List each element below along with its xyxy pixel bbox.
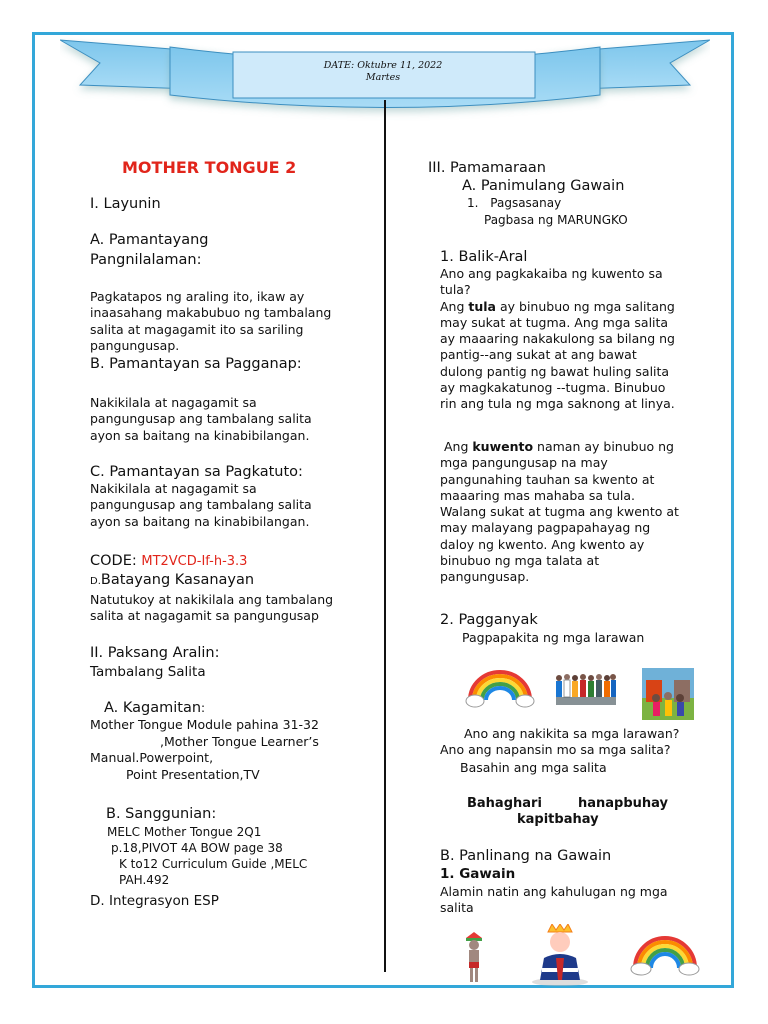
pamantayang-heading-1: A. Pamantayang — [90, 232, 209, 248]
text-line: Alamin natin ang kahulugan ng mga — [440, 884, 668, 899]
column-divider — [384, 100, 386, 972]
pagganyak-text: Pagpapakita ng mga larawan — [462, 630, 645, 645]
text-line: binubuo ng mga talata at — [440, 553, 600, 569]
batayang-label: Batayang Kasanayan — [100, 572, 255, 588]
pagganap-heading: B. Pamantayan sa Pagganap: — [90, 356, 302, 372]
word-bahaghari: Bahaghari — [467, 796, 542, 811]
pagganyak-heading: 2. Pagganyak — [440, 612, 538, 628]
text-line: daloy ng kwento. Ang kwento ay — [440, 536, 645, 552]
pagkatuto-heading: C. Pamantayan sa Pagkatuto: — [90, 464, 303, 480]
pamantayang-heading-2: Pangnilalaman: — [90, 252, 202, 268]
text-line: Manual.Powerpoint, — [90, 750, 214, 765]
text-line: pantig--ang sukat at ang bawat — [440, 347, 637, 363]
native-man-icon — [462, 932, 486, 984]
kagamitan-colon: : — [201, 701, 206, 715]
kuwento-line — [440, 439, 679, 455]
text-line: MELC Mother Tongue 2Q1 — [107, 825, 262, 839]
word-kapitbahay: kapitbahay — [517, 812, 599, 827]
text-span: ay binubuo ng mga salitang — [496, 298, 675, 314]
text-line: pangunahing tauhan sa kwento at — [440, 471, 655, 487]
pagganap-text — [90, 395, 312, 444]
text-line: Pagkatapos ng araling ito, ikaw ay — [90, 289, 305, 304]
text-line: Ano ang pagkakaiba ng kuwento sa — [440, 266, 663, 281]
integrasyon-text: D. Integrasyon ESP — [90, 893, 219, 909]
text-line: Walang sukat at tugma ang kwento at — [440, 504, 679, 520]
text-line: salita at magagamit ito sa sariling — [90, 321, 304, 337]
text-line: Natutukoy at nakikilala ang tambalang — [90, 592, 334, 607]
word-hanapbuhay: hanapbuhay — [578, 796, 669, 811]
text-line: may sukat at tugma. Ang mga salita — [440, 314, 669, 330]
panimulang-heading: A. Panimulang Gawain — [462, 178, 625, 194]
text-line: salita at nagagamit sa pangungusap — [90, 608, 319, 624]
gawain-text — [440, 884, 668, 917]
page-title: MOTHER TONGUE 2 — [122, 158, 297, 177]
code-value: MT2VCD-If-h-3.3 — [141, 554, 248, 569]
text-line: dulong pantig ng bawat huling salita — [440, 363, 670, 379]
balik-aral-text — [440, 266, 675, 413]
code-line — [90, 553, 247, 569]
kuwento-word: kuwento — [472, 439, 534, 454]
question-3: Basahin ang mga salita — [460, 760, 607, 775]
layunin-heading: I. Layunin — [90, 196, 161, 212]
tula-word: tula — [468, 298, 496, 314]
pagbasa-text: Pagbasa ng MARUNGKO — [484, 213, 628, 227]
text-span: naman ay binubuo ng — [533, 439, 674, 454]
kuwento-text — [440, 439, 679, 586]
text-line: pangungusap. — [90, 337, 180, 353]
text-line: pangungusap ang tambalang salita — [90, 411, 312, 427]
pagsasanay-label: Pagsasanay — [490, 196, 562, 210]
item-number: 1. — [467, 196, 479, 210]
day-line: Martes — [365, 72, 401, 83]
tula-line — [440, 299, 675, 315]
text-line: maaaring mas mahaba sa tula. — [440, 487, 635, 503]
text-span: Ang — [440, 298, 469, 314]
text-line: ayon sa baitang na kinabibilangan. — [90, 427, 310, 443]
text-span: Ang — [440, 439, 473, 454]
sanggunian-heading: B. Sanggunian: — [106, 806, 217, 822]
text-line: tula? — [440, 282, 471, 298]
pamamaraan-heading: III. Pamamaraan — [428, 160, 546, 176]
text-line: inaasahang makabubuo ng tambalang — [90, 305, 332, 321]
text-line: pangungusap ang tambalang salita — [90, 497, 312, 513]
gawain-heading: 1. Gawain — [440, 866, 516, 882]
paksang-text: Tambalang Salita — [90, 664, 206, 680]
text-line: K to12 Curriculum Guide ,MELC — [119, 857, 308, 871]
text-line: mga pangungusap na may — [440, 455, 608, 471]
neighbors-family-icon — [642, 668, 694, 720]
question-1: Ano ang nakikita sa mga larawan? — [464, 726, 680, 741]
text-line: Nakikilala at nagagamit sa — [90, 481, 257, 496]
kagamitan-text — [90, 717, 319, 783]
text-line: p.18,PIVOT 4A BOW page 38 — [111, 841, 283, 855]
date-label — [233, 52, 533, 98]
panlinang-heading: B. Panlinang na Gawain — [440, 848, 612, 864]
text-line: pangungusap. — [440, 569, 530, 585]
rainbow-icon — [630, 932, 700, 976]
text-line: Nakikilala at nagagamit sa — [90, 395, 257, 410]
text-line: rin ang tula ng mga saknong at linya. — [440, 396, 675, 412]
text-line: salita — [440, 900, 474, 916]
code-label: CODE: — [90, 553, 142, 569]
text-line: ay maaaring nakakulong sa bilang ng — [440, 331, 675, 347]
batayang-heading — [90, 572, 254, 588]
pamantayang-text — [90, 289, 331, 354]
d-prefix: D. — [90, 576, 101, 587]
text-line: ay magkakatunog --tugma. Binubuo — [440, 380, 666, 396]
pagkatuto-text — [90, 481, 312, 530]
sanggunian-text — [107, 824, 307, 888]
workers-group-icon — [553, 670, 617, 708]
balik-aral-heading: 1. Balik-Aral — [440, 249, 528, 265]
text-line: may malayang pagpapahayag ng — [440, 520, 651, 536]
paksang-heading: II. Paksang Aralin: — [90, 645, 220, 661]
date-line: DATE: Oktubre 11, 2022 — [323, 60, 443, 71]
king-icon — [528, 924, 592, 986]
text-line: PAH.492 — [119, 873, 170, 887]
pagsasanay-item — [467, 196, 561, 210]
kagamitan-heading — [104, 700, 205, 716]
batayang-text — [90, 592, 333, 625]
kagamitan-label: A. Kagamitan — [104, 700, 202, 716]
text-line: Point Presentation,TV — [126, 766, 260, 782]
text-line: ,Mother Tongue Learner’s — [160, 733, 319, 749]
text-line: Mother Tongue Module pahina 31-32 — [90, 717, 319, 732]
text-line: ayon sa baitang na kinabibilangan. — [90, 513, 310, 529]
question-2: Ano ang napansin mo sa mga salita? — [440, 742, 671, 757]
rainbow-icon — [465, 668, 535, 708]
